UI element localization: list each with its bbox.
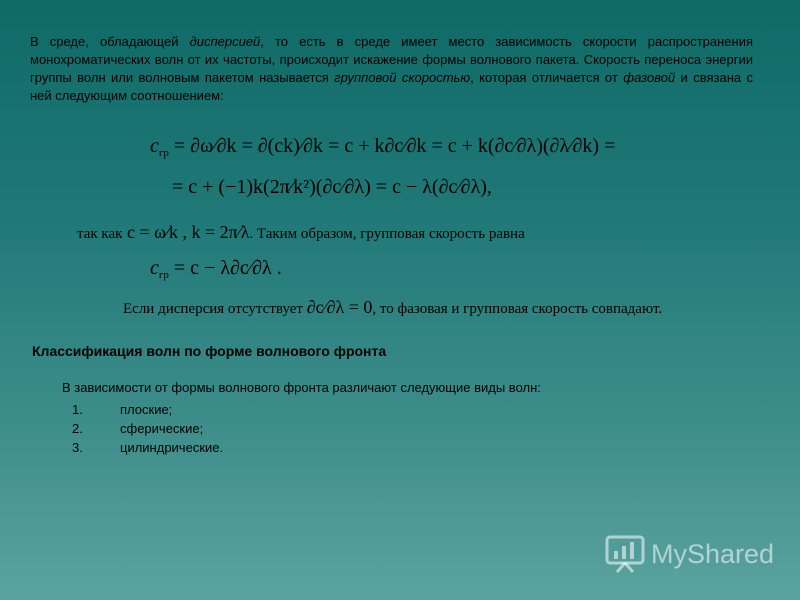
formula-subscript: гр — [158, 269, 169, 281]
list-item-text: сферические; — [120, 421, 204, 436]
term-group-velocity: групповой скоростью — [334, 70, 471, 85]
logo-text: MyShared — [651, 538, 775, 569]
section-heading: Классификация волн по форме волнового фронта — [32, 343, 387, 359]
formula-body: = c + (−1)k(2π∕k²)(∂c∕∂λ) = c − λ(∂c∕∂λ), — [172, 176, 492, 198]
paragraph-text-1: В среде, обладающей — [30, 34, 190, 49]
statement-math: ∂c∕∂λ = 0 — [306, 297, 373, 317]
formula-subscript: гр — [158, 147, 169, 159]
statement-pre: Если дисперсия отсутствует — [123, 301, 307, 317]
presentation-board-icon — [605, 535, 645, 573]
condition-tail: . Таким образом, групповая скорость равна — [249, 226, 525, 242]
formula-group-velocity-result — [150, 257, 282, 281]
list-item-text: плоские; — [120, 402, 173, 417]
term-dispersion: дисперсией — [189, 34, 261, 49]
formula-body: = c − λ∂c∕∂λ . — [168, 257, 282, 279]
paragraph-text-3: , которая отличается от — [470, 70, 624, 85]
list-item — [62, 400, 223, 419]
list-item — [62, 438, 223, 457]
watermark-logo — [605, 535, 774, 573]
list-item-number: 3. — [72, 440, 83, 455]
condition-label: так как — [77, 226, 123, 242]
section-intro: В зависимости от формы волнового фронта различают следующие виды волн: — [62, 380, 541, 395]
formula-c-symbol: c — [150, 257, 159, 279]
intro-paragraph — [30, 33, 753, 105]
list-item — [62, 419, 223, 438]
statement-post: , то фазовая и групповая скорость совпадают. — [372, 301, 663, 317]
condition-math: c = ω∕k , k = 2π∕λ — [122, 222, 250, 242]
formula-group-velocity-2 — [172, 176, 492, 199]
paragraph-text-2: , то есть в среде имеет место зависимость скорости распространения монохроматических волн от их частоты, происходит искажение формы волнового пакета. Скорость переноса энергии группы волн или волновым пакетом называется — [30, 34, 753, 85]
no-dispersion-statement — [123, 297, 662, 318]
paragraph-text-4: и связана с ней следующим соотношением: — [30, 70, 754, 103]
formula-c-symbol: c — [150, 135, 159, 157]
formula-group-velocity-1 — [150, 135, 615, 159]
list-item-number: 2. — [72, 421, 83, 436]
formula-condition-line — [77, 222, 525, 243]
wave-types-list — [62, 400, 223, 457]
list-item-number: 1. — [72, 402, 83, 417]
term-phase: фазовой — [623, 70, 676, 85]
list-item-text: цилиндрические. — [120, 440, 224, 455]
formula-body: = ∂ω∕∂k = ∂(ck)∕∂k = c + k∂c∕∂k = c + k(∂c∕∂λ)(∂λ∕∂k) = — [168, 135, 616, 157]
